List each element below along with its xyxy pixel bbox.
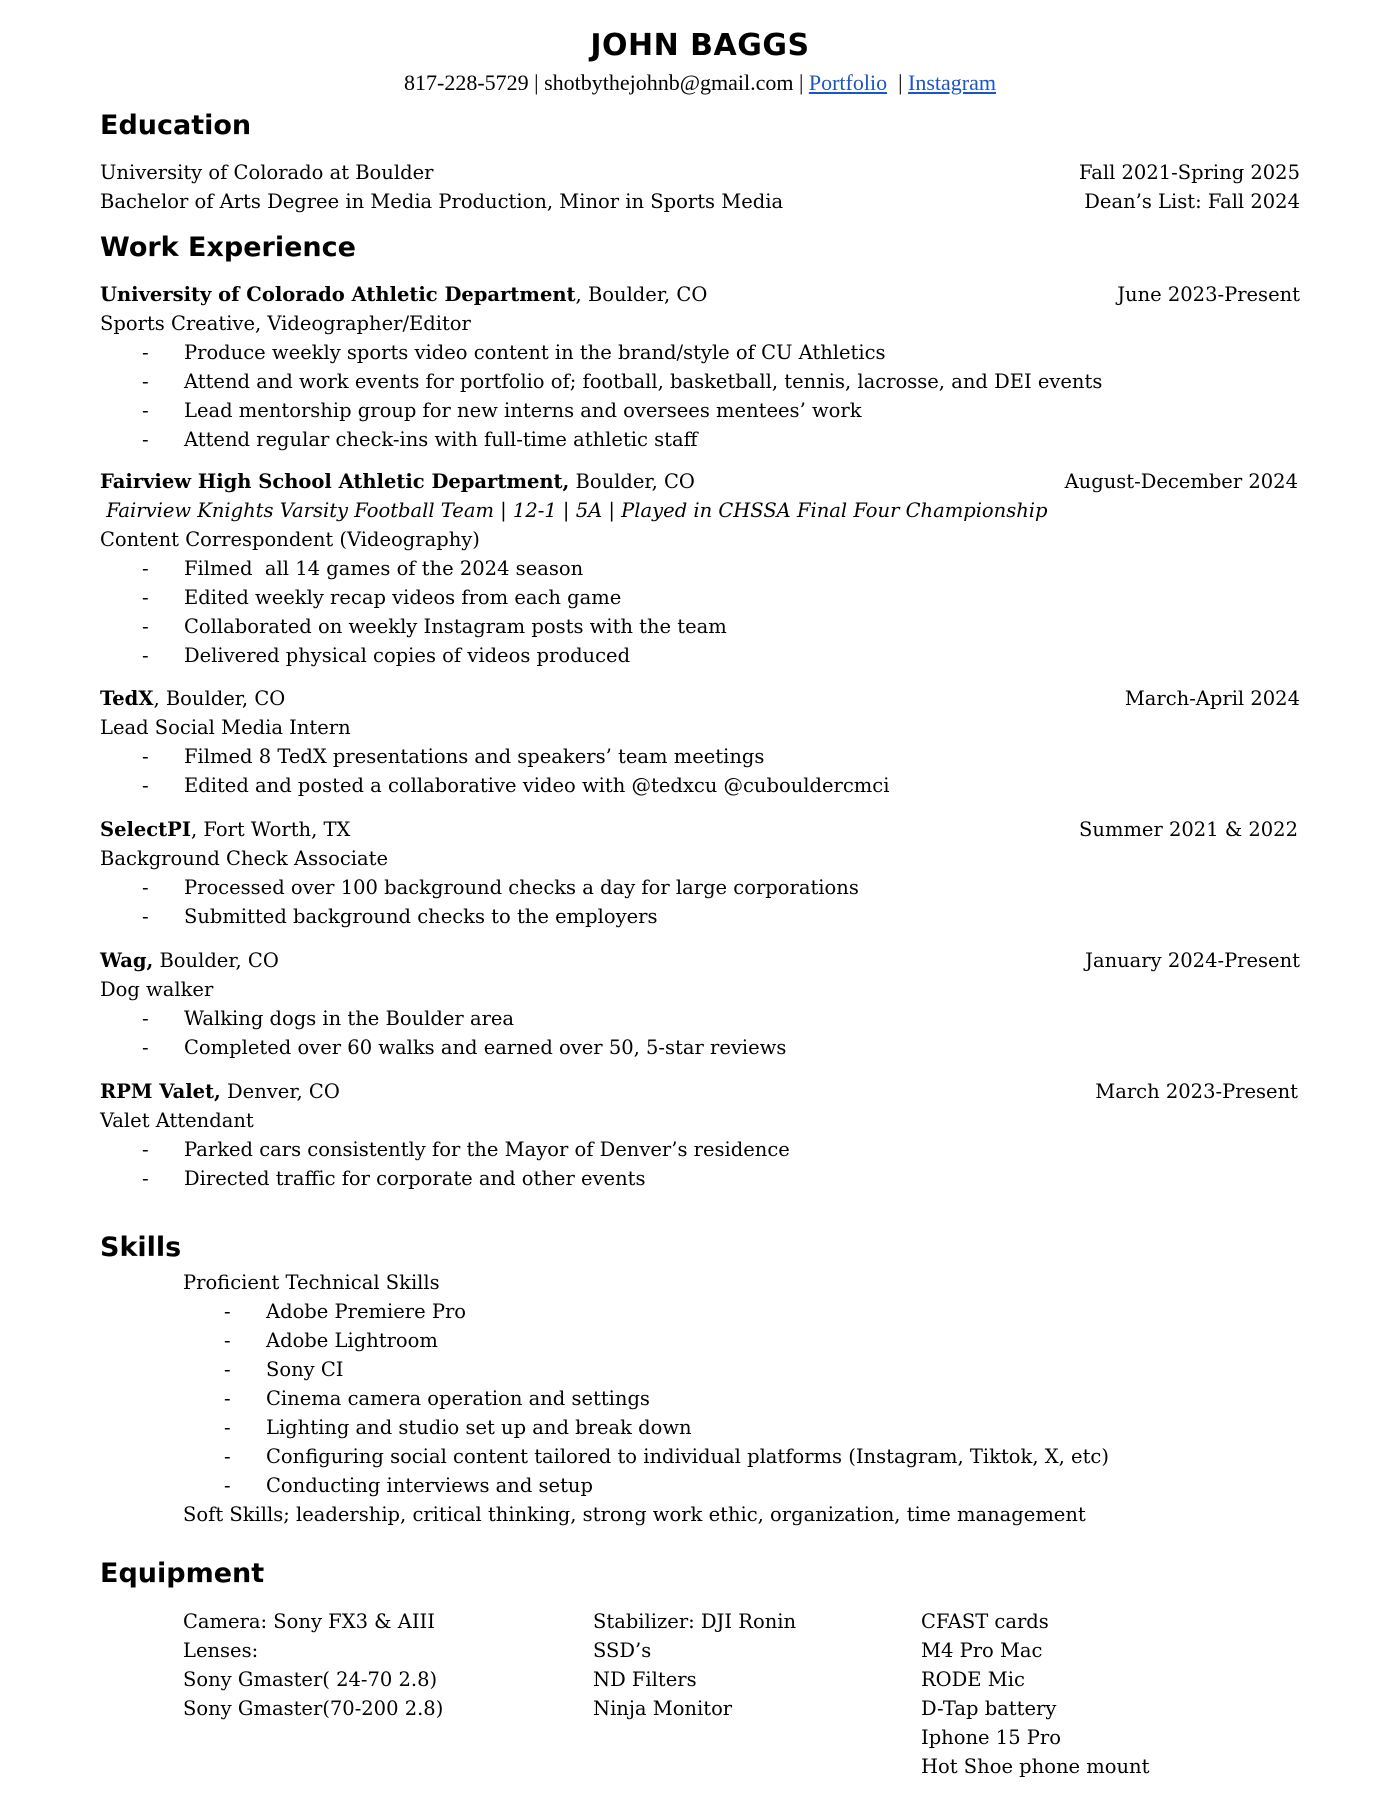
list-item: - Attend regular check-ins with full-time athletic staff — [142, 428, 698, 451]
job-location: Boulder, CO — [569, 470, 695, 493]
job-org: Fairview High School Athletic Department, — [100, 470, 570, 493]
job-dates: March-April 2024 — [1124, 687, 1300, 710]
job-role: Dog walker — [100, 978, 214, 1001]
equipment-item: Sony Gmaster(70-200 2.8) — [183, 1697, 444, 1720]
list-item: - Attend and work events for portfolio of; football, basketball, tennis, lacrosse, and DEI events — [142, 370, 1103, 393]
list-item: - Processed over 100 background checks a day for large corporations — [142, 876, 859, 899]
separator: | — [898, 70, 903, 95]
equipment-item: Hot Shoe phone mount — [921, 1755, 1150, 1778]
list-item: - Walking dogs in the Boulder area — [142, 1007, 515, 1030]
job-dates: June 2023-Present — [1117, 283, 1300, 306]
phone-number: 817-228-5729 — [404, 70, 529, 95]
job-location: , Boulder, CO — [575, 283, 708, 306]
list-item: - Cinema camera operation and settings — [224, 1387, 650, 1410]
job-role: Background Check Associate — [100, 847, 388, 870]
resume-name: JOHN BAGGS — [590, 28, 810, 63]
education-dates: Fall 2021-Spring 2025 — [1079, 161, 1300, 184]
equipment-item: M4 Pro Mac — [921, 1639, 1043, 1662]
list-item: - Filmed 8 TedX presentations and speakers’ team meetings — [142, 745, 765, 768]
list-item: - Collaborated on weekly Instagram posts with the team — [142, 615, 727, 638]
job-location: Denver, CO — [220, 1080, 340, 1103]
email-address[interactable]: shotbythejohnb@gmail.com — [544, 70, 794, 95]
job-role: Sports Creative, Videographer/Editor — [100, 312, 471, 335]
job-dates: March 2023-Present — [1095, 1080, 1298, 1103]
job-org: SelectPI — [100, 818, 191, 841]
technical-skills-heading: Proficient Technical Skills — [183, 1271, 440, 1294]
job-location: , Fort Worth, TX — [190, 818, 351, 841]
contact-line — [0, 70, 1400, 96]
equipment-item: ND Filters — [593, 1668, 697, 1691]
list-item: - Lead mentorship group for new interns and oversees mentees’ work — [142, 399, 862, 422]
portfolio-link[interactable]: Portfolio — [808, 70, 888, 95]
equipment-heading: Equipment — [100, 1558, 265, 1589]
job-dates: January 2024-Present — [1085, 949, 1300, 972]
job-location: Boulder, CO — [153, 949, 279, 972]
job-role: Valet Attendant — [100, 1109, 254, 1132]
list-item: - Configuring social content tailored to individual platforms (Instagram, Tiktok, X, etc) — [224, 1445, 1109, 1468]
job-header — [100, 687, 1300, 710]
equipment-item: Sony Gmaster( 24-70 2.8) — [183, 1668, 438, 1691]
instagram-link[interactable]: Instagram — [908, 70, 996, 95]
education-honors: Dean’s List: Fall 2024 — [1084, 190, 1300, 213]
job-org: Wag, — [100, 949, 154, 972]
list-item: - Directed traffic for corporate and other events — [142, 1167, 646, 1190]
list-item: - Filmed all 14 games of the 2024 season — [142, 557, 584, 580]
list-item: - Completed over 60 walks and earned over 50, 5-star reviews — [142, 1036, 787, 1059]
list-item: - Edited and posted a collaborative video with @tedxcu @cuboulderсmci — [142, 774, 890, 797]
job-subtitle: Fairview Knights Varsity Football Team | 12-1 | 5A | Played in CHSSA Final Four Championship — [100, 499, 1048, 522]
equipment-item: D-Tap battery — [921, 1697, 1057, 1720]
equipment-item: Lenses: — [183, 1639, 259, 1662]
job-location: , Boulder, CO — [153, 687, 286, 710]
list-item: - Parked cars consistently for the Mayor of Denver’s residence — [142, 1138, 790, 1161]
work-heading: Work Experience — [100, 232, 356, 263]
equipment-item: SSD’s — [593, 1639, 652, 1662]
list-item: - Edited weekly recap videos from each game — [142, 586, 622, 609]
list-item: - Submitted background checks to the employers — [142, 905, 658, 928]
job-org: University of Colorado Athletic Department — [100, 283, 576, 306]
equipment-item: Ninja Monitor — [593, 1697, 733, 1720]
equipment-item: RODE Mic — [921, 1668, 1025, 1691]
job-org: RPM Valet, — [100, 1080, 221, 1103]
soft-skills: Soft Skills; leadership, critical thinking, strong work ethic, organization, time management — [183, 1503, 1086, 1526]
list-item: - Lighting and studio set up and break down — [224, 1416, 692, 1439]
education-degree: Bachelor of Arts Degree in Media Production, Minor in Sports Media — [100, 190, 784, 213]
list-item: - Sony CI — [224, 1358, 344, 1381]
list-item: - Produce weekly sports video content in the brand/style of CU Athletics — [142, 341, 886, 364]
equipment-item: Iphone 15 Pro — [921, 1726, 1061, 1749]
education-school: University of Colorado at Boulder — [100, 161, 434, 184]
job-role: Lead Social Media Intern — [100, 716, 351, 739]
equipment-item: Camera: Sony FX3 & AIII — [183, 1610, 435, 1633]
job-role: Content Correspondent (Videography) — [100, 528, 480, 551]
equipment-item: CFAST cards — [921, 1610, 1049, 1633]
skills-heading: Skills — [100, 1232, 182, 1263]
job-org: TedX — [100, 687, 154, 710]
list-item: - Adobe Premiere Pro — [224, 1300, 467, 1323]
job-dates: August-December 2024 — [1064, 470, 1298, 493]
list-item: - Delivered physical copies of videos produced — [142, 644, 631, 667]
separator: | — [534, 70, 539, 95]
education-heading: Education — [100, 110, 252, 141]
list-item: - Conducting interviews and setup — [224, 1474, 593, 1497]
separator: | — [798, 70, 804, 95]
list-item: - Adobe Lightroom — [224, 1329, 438, 1352]
job-dates: Summer 2021 & 2022 — [1079, 818, 1298, 841]
equipment-item: Stabilizer: DJI Ronin — [593, 1610, 797, 1633]
